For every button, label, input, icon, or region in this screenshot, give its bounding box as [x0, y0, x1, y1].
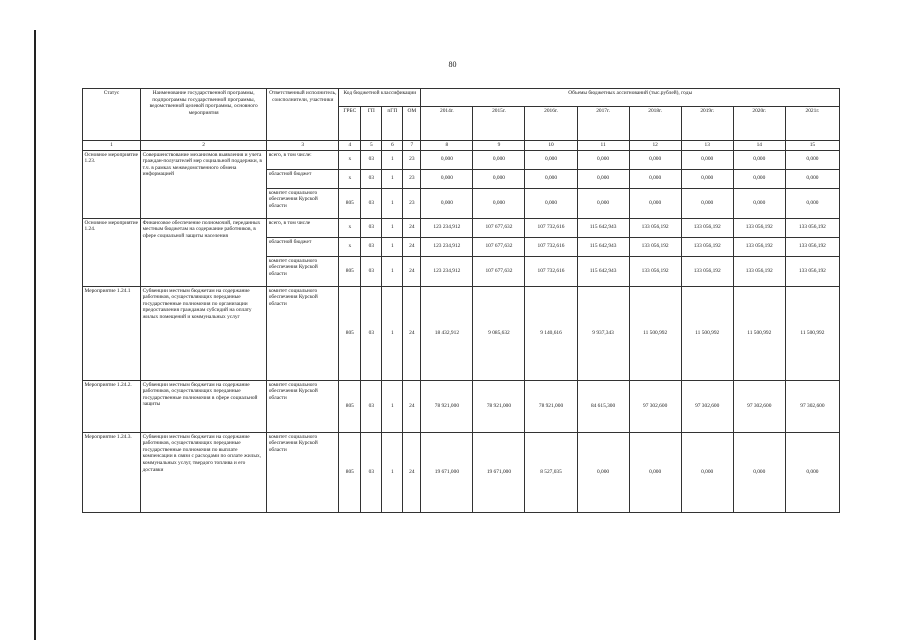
row-value: 107 677,632: [473, 237, 525, 256]
row-value: 84 615,300: [577, 380, 629, 432]
row-code: 1: [382, 188, 403, 218]
row-value: 107 732,616: [525, 256, 577, 286]
row-value: 0,000: [681, 432, 733, 512]
row-value: 107 732,616: [525, 237, 577, 256]
row-value: 133 056,192: [785, 218, 839, 237]
row-code: x: [339, 169, 361, 188]
column-index: 8: [421, 141, 473, 151]
column-index: 12: [629, 141, 681, 151]
row-code: 1: [382, 169, 403, 188]
row-status: Мероприятие 1.24.2.: [83, 380, 141, 432]
row-value: 9 140,616: [525, 286, 577, 380]
page-number: 80: [448, 60, 457, 69]
header-year: 2016г.: [525, 107, 577, 141]
column-index: 3: [267, 141, 339, 151]
row-code: 03: [361, 237, 382, 256]
header-name: Наименование государственной программы, подпрограммы государственной программы, ведомственной целевой программы, основного мероприятия: [141, 89, 267, 141]
row-value: 0,000: [785, 188, 839, 218]
row-value: 19 671,000: [421, 432, 473, 512]
header-budget-code: Код бюджетной классификации: [339, 89, 421, 107]
row-code: 24: [403, 432, 421, 512]
header-code-col: ОМ: [403, 107, 421, 141]
row-value: 0,000: [785, 150, 839, 169]
row-code: 03: [361, 256, 382, 286]
row-value: 133 056,192: [629, 256, 681, 286]
row-value: 0,000: [577, 432, 629, 512]
row-value: 123 234,912: [421, 237, 473, 256]
row-name: Субвенции местным бюджетам на содержание работников, осуществляющих переданные государственные полномочия по выплате компенсации в связи с расходами по оплате жилых, коммунальных услуг, твердого топлива и его доставки: [141, 432, 267, 512]
column-index: 1: [83, 141, 141, 151]
row-code: 23: [403, 188, 421, 218]
row-code: 805: [339, 188, 361, 218]
row-value: 0,000: [525, 188, 577, 218]
row-value: 0,000: [577, 169, 629, 188]
row-code: 03: [361, 286, 382, 380]
table-row: [83, 380, 840, 432]
row-name: Субвенции местным бюджетам на содержание работников, осуществляющих переданные государственные полномочия по организации предоставления гражданам субсидий на оплату жилых помещений и коммунальных услуг: [141, 286, 267, 380]
row-value: 18 432,912: [421, 286, 473, 380]
row-value: 123 234,912: [421, 218, 473, 237]
row-code: 03: [361, 380, 382, 432]
header-year: 2014г.: [421, 107, 473, 141]
row-value: 133 056,192: [733, 237, 785, 256]
row-code: 1: [382, 256, 403, 286]
row-value: 11 500,992: [733, 286, 785, 380]
row-code: 805: [339, 256, 361, 286]
row-code: 24: [403, 256, 421, 286]
column-index: 2: [141, 141, 267, 151]
row-code: 24: [403, 286, 421, 380]
row-value: 0,000: [785, 432, 839, 512]
row-code: 805: [339, 432, 361, 512]
row-value: 0,000: [733, 150, 785, 169]
index-row: [83, 141, 840, 151]
header-year: 2019г.: [681, 107, 733, 141]
row-value: 0,000: [681, 188, 733, 218]
row-code: 03: [361, 218, 382, 237]
row-value: 78 921,000: [525, 380, 577, 432]
row-code: 1: [382, 432, 403, 512]
column-index: 9: [473, 141, 525, 151]
row-value: 133 056,192: [681, 237, 733, 256]
row-value: 133 056,192: [733, 218, 785, 237]
row-value: 115 642,943: [577, 218, 629, 237]
row-code: 03: [361, 432, 382, 512]
row-code: x: [339, 218, 361, 237]
row-code: x: [339, 237, 361, 256]
row-value: 133 056,192: [681, 256, 733, 286]
row-code: 1: [382, 237, 403, 256]
row-value: 11 500,992: [629, 286, 681, 380]
row-code: 23: [403, 169, 421, 188]
row-code: 1: [382, 380, 403, 432]
row-value: 9 085,632: [473, 286, 525, 380]
row-value: 0,000: [473, 169, 525, 188]
header-year: 2021г.: [785, 107, 839, 141]
row-status: Мероприятие 1.24.1: [83, 286, 141, 380]
row-value: 0,000: [629, 188, 681, 218]
table-row: [83, 218, 840, 237]
header-year: 2015г.: [473, 107, 525, 141]
row-responsible: комитет социального обеспечения Курской области: [267, 432, 339, 512]
row-value: 97 302,600: [733, 380, 785, 432]
row-value: 123 234,912: [421, 256, 473, 286]
row-value: 0,000: [473, 150, 525, 169]
row-status: Основное мероприятие 1.24.: [83, 218, 141, 286]
row-value: 107 677,632: [473, 256, 525, 286]
row-code: 1: [382, 218, 403, 237]
column-index: 14: [733, 141, 785, 151]
row-code: 03: [361, 150, 382, 169]
row-value: 115 642,943: [577, 237, 629, 256]
row-value: 133 056,192: [785, 256, 839, 286]
row-value: 133 056,192: [629, 218, 681, 237]
row-responsible: всего, в том числе:: [267, 150, 339, 169]
row-status: Мероприятие 1.24.3.: [83, 432, 141, 512]
column-index: 6: [382, 141, 403, 151]
column-index: 10: [525, 141, 577, 151]
row-value: 97 302,600: [681, 380, 733, 432]
row-code: 1: [382, 150, 403, 169]
row-value: 0,000: [473, 188, 525, 218]
row-code: 805: [339, 286, 361, 380]
row-code: 24: [403, 237, 421, 256]
row-responsible: всего, в том числе: [267, 218, 339, 237]
table-row: [83, 286, 840, 380]
row-code: 805: [339, 380, 361, 432]
column-index: 15: [785, 141, 839, 151]
row-value: 8 527,035: [525, 432, 577, 512]
row-name: Совершенствование механизмов выявления и учета граждан-получателей мер социальной поддержки, в т.ч. в рамках межведомственного обмена информацией: [141, 150, 267, 218]
row-value: 0,000: [733, 432, 785, 512]
row-value: 11 500,992: [681, 286, 733, 380]
row-code: x: [339, 150, 361, 169]
row-code: 03: [361, 169, 382, 188]
row-value: 9 937,343: [577, 286, 629, 380]
row-responsible: комитет социального обеспечения Курской области: [267, 188, 339, 218]
row-code: 24: [403, 380, 421, 432]
header-row-top: [83, 89, 840, 107]
row-value: 107 732,616: [525, 218, 577, 237]
row-value: 0,000: [629, 432, 681, 512]
row-value: 0,000: [525, 150, 577, 169]
row-value: 0,000: [629, 169, 681, 188]
header-code-col: пГП: [382, 107, 403, 141]
row-value: 0,000: [681, 150, 733, 169]
row-value: 11 500,992: [785, 286, 839, 380]
header-volumes: Объемы бюджетных ассигнований (тыс.рублей), годы: [421, 89, 840, 107]
row-value: 107 677,632: [473, 218, 525, 237]
table-row: [83, 432, 840, 512]
row-value: 0,000: [421, 188, 473, 218]
column-index: 11: [577, 141, 629, 151]
header-year: 2018г.: [629, 107, 681, 141]
row-responsible: комитет социального обеспечения Курской области: [267, 286, 339, 380]
row-responsible: комитет социального обеспечения Курской области: [267, 380, 339, 432]
row-responsible: комитет социального обеспечения Курской области: [267, 256, 339, 286]
row-code: 1: [382, 286, 403, 380]
row-value: 97 302,600: [629, 380, 681, 432]
column-index: 7: [403, 141, 421, 151]
header-status: Статус: [83, 89, 141, 141]
row-responsible: областной бюджет: [267, 169, 339, 188]
row-value: 133 056,192: [681, 218, 733, 237]
row-code: 03: [361, 188, 382, 218]
row-value: 0,000: [577, 188, 629, 218]
header-code-col: ГРБС: [339, 107, 361, 141]
row-value: 115 642,943: [577, 256, 629, 286]
row-value: 97 302,600: [785, 380, 839, 432]
scan-edge-line: [34, 30, 36, 640]
row-value: 133 056,192: [785, 237, 839, 256]
column-index: 5: [361, 141, 382, 151]
column-index: 13: [681, 141, 733, 151]
header-year: 2020г.: [733, 107, 785, 141]
row-value: 0,000: [421, 150, 473, 169]
header-year: 2017г.: [577, 107, 629, 141]
row-value: 19 671,000: [473, 432, 525, 512]
table-row: [83, 150, 840, 169]
row-value: 78 921,000: [473, 380, 525, 432]
row-value: 133 056,192: [629, 237, 681, 256]
row-code: 24: [403, 218, 421, 237]
row-value: 78 921,000: [421, 380, 473, 432]
row-value: 0,000: [681, 169, 733, 188]
row-value: 133 056,192: [733, 256, 785, 286]
row-value: 0,000: [785, 169, 839, 188]
header-code-col: ГП: [361, 107, 382, 141]
row-value: 0,000: [733, 188, 785, 218]
header-responsible: Ответственный исполнитель, соисполнители, участники: [267, 89, 339, 141]
row-name: Субвенции местным бюджетам на содержание работников, осуществляющих переданные государственные полномочия в сфере социальной защиты: [141, 380, 267, 432]
budget-table: [82, 88, 840, 513]
row-code: 23: [403, 150, 421, 169]
row-value: 0,000: [577, 150, 629, 169]
row-value: 0,000: [629, 150, 681, 169]
row-value: 0,000: [525, 169, 577, 188]
column-index: 4: [339, 141, 361, 151]
row-status: Основное мероприятие 1.23.: [83, 150, 141, 218]
row-value: 0,000: [733, 169, 785, 188]
row-value: 0,000: [421, 169, 473, 188]
row-name: Финансовое обеспечение полномочий, переданных местным бюджетам на содержание работников, в сфере социальной защиты населения: [141, 218, 267, 286]
row-responsible: областной бюджет: [267, 237, 339, 256]
